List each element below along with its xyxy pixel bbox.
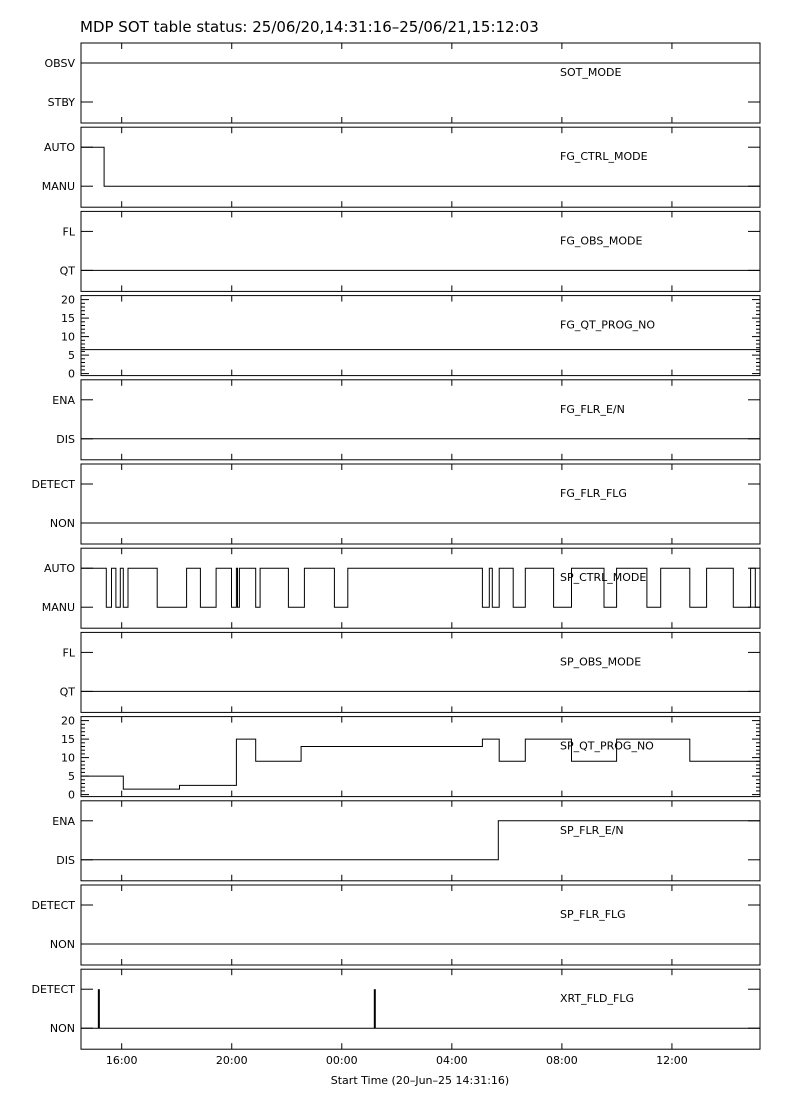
panel-frame xyxy=(81,969,760,1049)
panel-xrt-fld-flg xyxy=(32,969,761,1049)
x-tick-label: 08:00 xyxy=(546,1054,578,1068)
y-tick-label: QT xyxy=(59,264,75,278)
panel-frame xyxy=(81,801,760,881)
y-tick-label: 0 xyxy=(68,788,75,802)
y-tick-label: NON xyxy=(49,938,75,951)
x-tick-label: 12:00 xyxy=(656,1054,688,1068)
series-line xyxy=(81,147,760,186)
panel-label: FG_FLR_E/N xyxy=(560,402,625,416)
y-tick-label: OBSV xyxy=(44,57,75,70)
panel-label: FG_OBS_MODE xyxy=(560,234,643,248)
y-tick-label: AUTO xyxy=(44,141,75,155)
panel-sp-flr-e-n xyxy=(52,801,760,881)
panel-label: SOT_MODE xyxy=(560,66,622,79)
y-tick-label: 10 xyxy=(61,751,75,765)
panel-frame xyxy=(81,885,760,965)
y-tick-label: STBY xyxy=(47,96,75,109)
x-tick-label: 04:00 xyxy=(435,1054,468,1068)
y-tick-label: QT xyxy=(59,685,75,699)
panel-label: FG_QT_PROG_NO xyxy=(560,318,656,332)
x-tick-label: 16:00 xyxy=(105,1054,138,1068)
panel-frame xyxy=(81,717,760,797)
panel-sp-ctrl-mode xyxy=(42,548,760,628)
y-tick-label: NON xyxy=(49,1022,75,1036)
panel-frame xyxy=(81,296,760,376)
panel-frame xyxy=(81,211,760,291)
y-tick-label: FL xyxy=(62,646,75,660)
panel-label: SP_OBS_MODE xyxy=(560,655,642,669)
x-tick-label: 20:00 xyxy=(215,1054,248,1068)
y-tick-label: 20 xyxy=(61,293,75,307)
panel-fg-obs-mode xyxy=(60,211,760,291)
panel-label: SP_CTRL_MODE xyxy=(560,571,647,585)
y-tick-label: 5 xyxy=(68,770,75,784)
panel-label: FG_CTRL_MODE xyxy=(560,150,648,164)
panel-frame xyxy=(81,127,760,207)
panel-fg-ctrl-mode xyxy=(42,127,760,207)
panel-fg-flr-e-n xyxy=(52,380,760,460)
y-tick-label: NON xyxy=(49,517,75,530)
panel-sp-flr-flg xyxy=(32,885,761,965)
panel-label: XRT_FLD_FLG xyxy=(560,992,635,1006)
y-tick-label: DIS xyxy=(56,853,75,867)
y-tick-label: 15 xyxy=(61,733,75,747)
y-tick-label: MANU xyxy=(41,180,75,194)
series-line xyxy=(81,568,760,607)
panel-frame xyxy=(81,632,760,712)
panel-frame xyxy=(81,380,760,460)
y-tick-label: DETECT xyxy=(31,983,75,997)
y-tick-label: 5 xyxy=(68,349,75,363)
panel-sp-obs-mode xyxy=(60,632,760,712)
panel-fg-qt-prog-no xyxy=(61,294,760,381)
series-line xyxy=(81,739,760,789)
x-axis xyxy=(106,1054,688,1067)
y-tick-label: DETECT xyxy=(31,478,75,491)
y-tick-label: AUTO xyxy=(44,562,75,576)
panel-label: SP_FLR_E/N xyxy=(560,823,624,837)
y-tick-label: DETECT xyxy=(31,899,75,912)
panel-fg-flr-flg xyxy=(32,464,761,544)
y-tick-label: DIS xyxy=(56,432,75,446)
panel-label: FG_FLR_FLG xyxy=(560,487,627,500)
x-tick-label: 00:00 xyxy=(325,1054,358,1068)
y-tick-label: 20 xyxy=(61,714,75,728)
x-axis-label: Start Time (20–Jun–25 14:31:16) xyxy=(330,1074,510,1087)
y-tick-label: MANU xyxy=(41,601,75,615)
panel-frame xyxy=(81,548,760,628)
panel-frame xyxy=(81,464,760,544)
y-tick-label: FL xyxy=(62,225,75,239)
y-tick-label: 10 xyxy=(61,330,75,344)
y-tick-label: 0 xyxy=(68,367,75,381)
panel-frame xyxy=(81,43,760,123)
panel-label: SP_QT_PROG_NO xyxy=(560,739,654,753)
y-tick-label: ENA xyxy=(52,393,75,407)
y-tick-label: ENA xyxy=(52,814,75,828)
panels-group xyxy=(32,43,761,1049)
series-line xyxy=(81,821,760,860)
panel-sp-qt-prog-no xyxy=(61,715,760,802)
panel-sot-mode xyxy=(44,43,760,123)
y-tick-label: 15 xyxy=(61,312,75,326)
panel-label: SP_FLR_FLG xyxy=(560,908,626,921)
chart-title: MDP SOT table status: 25/06/20,14:31:16–25/06/21,15:12:03 xyxy=(80,18,539,36)
